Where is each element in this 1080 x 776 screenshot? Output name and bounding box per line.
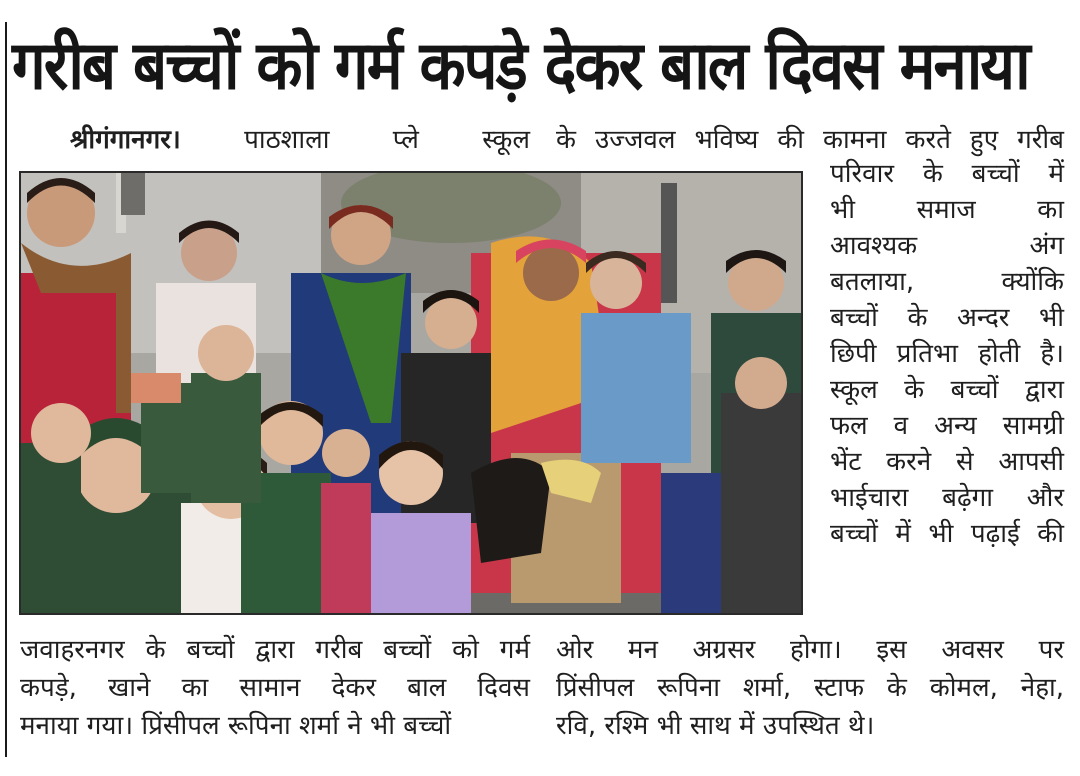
text-line: भेंट करने से आपसी xyxy=(830,447,1064,477)
text-line: मनाया गया। प्रिंसीपल रूपिना शर्मा ने भी बच्चों xyxy=(20,711,452,741)
intro-word: प्ले xyxy=(392,125,419,155)
headline: गरीब बच्चों को गर्म कपड़े देकर बाल दिवस मनाया xyxy=(12,26,1029,106)
right-column-narrow xyxy=(830,156,1064,552)
text-line: बतलाया, क्योंकि xyxy=(830,267,1064,297)
text-line: रवि, रश्मि भी साथ में उपस्थित थे। xyxy=(556,711,875,741)
text-line: जवाहरनगर के बच्चों द्वारा गरीब बच्चों को गर्म xyxy=(20,635,530,665)
intro-word: स्कूल xyxy=(482,125,530,155)
text-line: ओर मन अग्रसर होगा। इस अवसर पर xyxy=(556,635,1064,665)
text-line: भाईचारा बढ़ेगा और xyxy=(830,483,1064,513)
text-line: परिवार के बच्चों में xyxy=(830,159,1064,189)
news-photo xyxy=(19,171,803,615)
text-line: आवश्यक अंग xyxy=(830,231,1064,261)
left-column-bottom xyxy=(20,632,530,746)
text-line: कपड़े, खाने का सामान देकर बाल दिवस xyxy=(20,673,530,703)
text-line: बच्चों के अन्दर भी xyxy=(830,303,1064,333)
news-photo-illustration xyxy=(21,173,801,613)
intro-line xyxy=(70,122,530,162)
text-line: भी समाज का xyxy=(830,195,1064,225)
right-column-top-line: के उज्जवल भविष्य की कामना करते हुए गरीब xyxy=(556,125,1064,155)
dateline: श्रीगंगानगर। xyxy=(70,125,181,155)
text-line: प्रिंसीपल रूपिना शर्मा, स्टाफ के कोमल, नेहा, xyxy=(556,673,1064,703)
column-rule xyxy=(5,22,7,757)
right-column-bottom xyxy=(556,632,1064,746)
text-line: बच्चों में भी पढ़ाई की xyxy=(830,519,1064,549)
text-line: फल व अन्य सामग्री xyxy=(830,411,1064,441)
text-line: छिपी प्रतिभा होती है। xyxy=(830,339,1064,369)
intro-word: पाठशाला xyxy=(244,125,330,155)
text-line: स्कूल के बच्चों द्वारा xyxy=(830,375,1064,405)
